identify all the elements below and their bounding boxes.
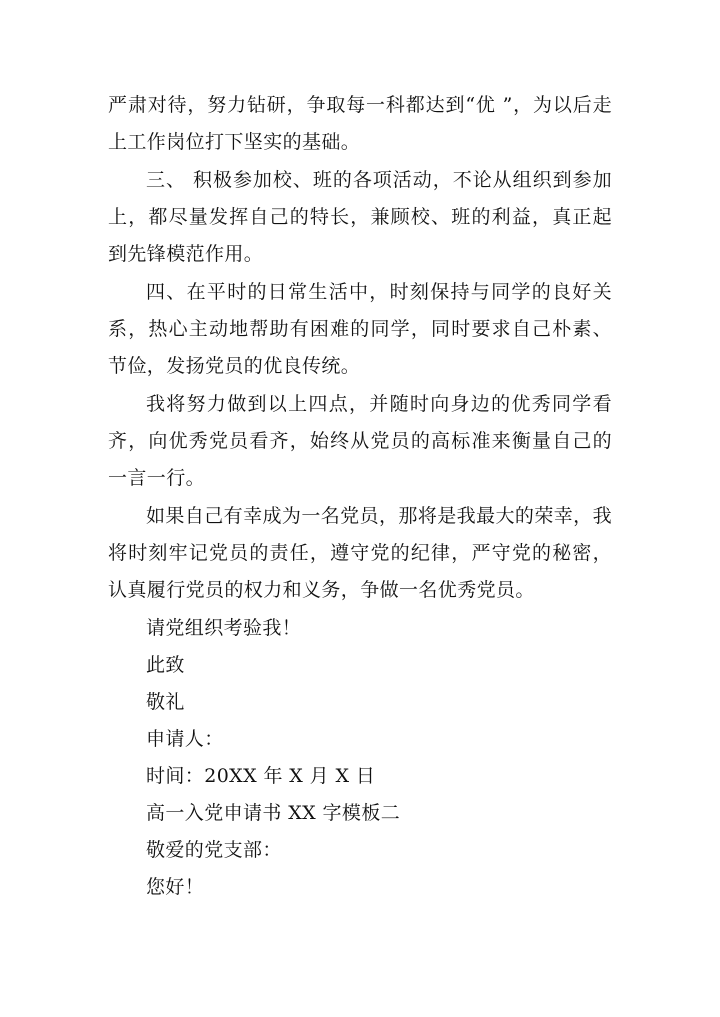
- applicant-label: 申请人：: [146, 728, 224, 750]
- paragraph-study-attitude: 严肃对待，努力钻研，争取每一科都达到“优 ”，为以后走上工作岗位打下坚实的基础。: [108, 94, 612, 153]
- closing-request-line: 请党组织考验我！: [146, 617, 302, 639]
- paragraph-commitment: 我将努力做到以上四点，并随时向身边的优秀同学看齐，向优秀党员看齐，始终从党员的高标准来衡量自己的一言一行。: [108, 393, 612, 489]
- salutation-cizhi: 此致: [146, 654, 185, 676]
- greeting-party-branch: 敬爱的党支部：: [146, 839, 282, 861]
- paragraph-honor: 如果自己有幸成为一名党员，那将是我最大的荣幸，我将时刻牢记党员的责任，遵守党的纪律，严守党的秘密，认真履行党员的权力和义务，争做一名优秀党员。: [108, 505, 612, 601]
- paragraph-point-three: 三、 积极参加校、班的各项活动，不论从组织到参加上，都尽量发挥自己的特长，兼顾校、班的利益，真正起到先锋模范作用。: [108, 169, 612, 265]
- greeting-hello: 您好！: [146, 876, 205, 898]
- paragraph-point-four: 四、在平时的日常生活中，时刻保持与同学的良好关系，热心主动地帮助有困难的同学，同时要求自己朴素、节俭，发扬党员的优良传统。: [108, 281, 612, 377]
- date-line: 时间：20XX 年 X 月 X 日: [146, 765, 376, 787]
- salutation-jingli: 敬礼: [146, 691, 185, 713]
- template-two-title: 高一入党申请书 XX 字模板二: [146, 802, 401, 824]
